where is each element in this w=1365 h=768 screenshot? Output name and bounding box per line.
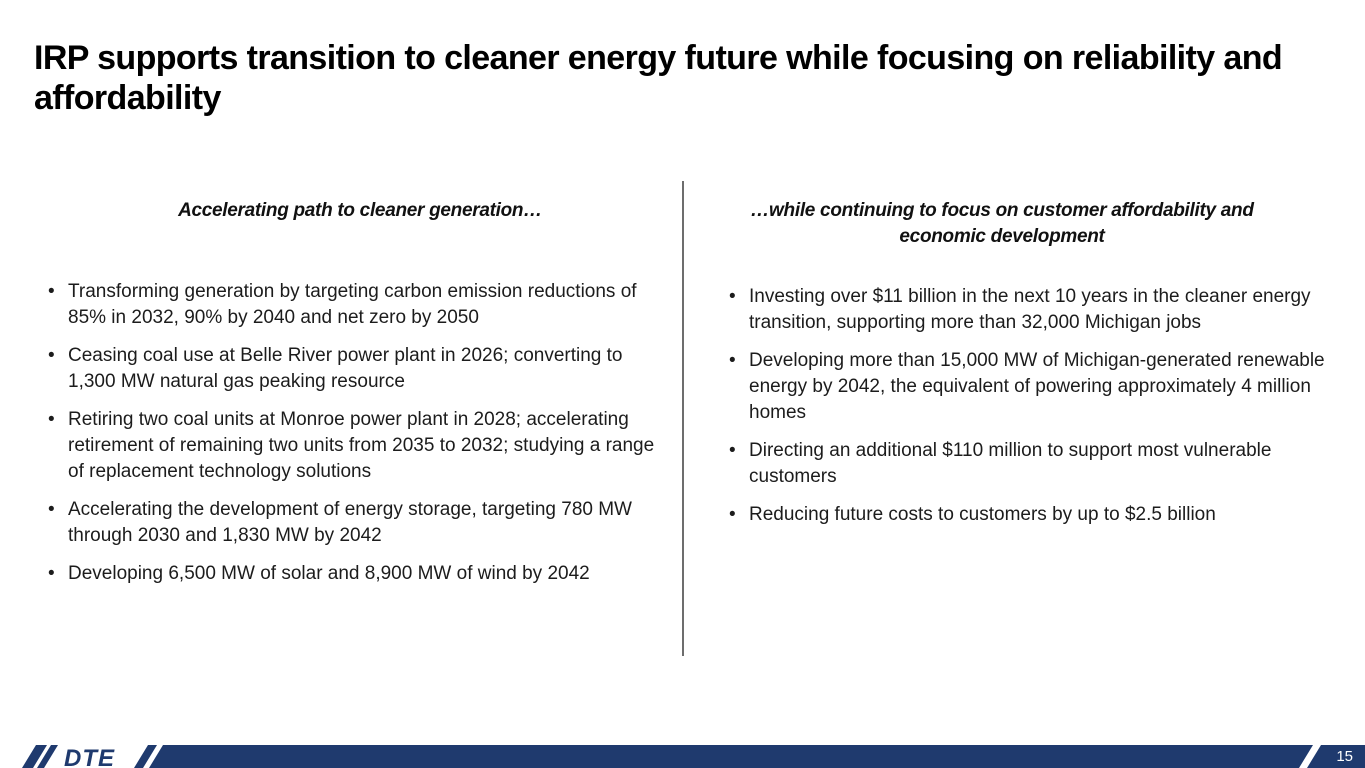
left-bullet-list [48,279,660,599]
bullet-dot: • [48,563,55,584]
right-bullet-item [729,502,1334,528]
left-bullet-item [48,561,660,587]
bullet-text: Developing more than 15,000 MW of Michigan-generated renewable energy by 2042, the equivalent of powering approximately 4 million homes [749,350,1325,423]
bullet-dot: • [729,440,736,461]
left-bullet-item [48,407,660,485]
left-bullet-item [48,343,660,395]
dte-logo-text: DTE [64,745,115,768]
right-bullet-item [729,438,1334,490]
bullet-dot: • [729,504,736,525]
bullet-text: Reducing future costs to customers by up to $2.5 billion [749,504,1216,525]
left-bullet-item [48,279,660,331]
bullet-text: Developing 6,500 MW of solar and 8,900 MW of wind by 2042 [68,563,590,584]
bullet-text: Retiring two coal units at Monroe power plant in 2028; accelerating retirement of remaining two units from 2035 to 2032; studying a range of replacement technology solutions [68,409,655,482]
left-bullet-item [48,497,660,549]
dte-logo [64,745,115,768]
bullet-text: Ceasing coal use at Belle River power plant in 2026; converting to 1,300 MW natural gas peaking resource [68,345,623,392]
bullet-text: Transforming generation by targeting carbon emission reductions of 85% in 2032, 90% by 2040 and net zero by 2050 [68,281,637,328]
right-bullet-item [729,284,1334,336]
footer-graphic [0,745,1365,768]
page-number: 15 [1336,748,1353,765]
bullet-dot: • [729,286,736,307]
slide-title: IRP supports transition to cleaner energy future while focusing on reliability and affordability [34,39,1283,117]
bullet-dot: • [48,345,55,366]
right-bullet-item [729,348,1334,426]
right-bullet-list [729,284,1334,540]
bullet-dot: • [729,350,736,371]
footer-bar [0,745,1365,768]
left-column-heading: Accelerating path to cleaner generation… [178,200,542,221]
bullet-text: Directing an additional $110 million to support most vulnerable customers [749,440,1272,487]
bullet-dot: • [48,499,55,520]
bullet-dot: • [48,281,55,302]
right-column-heading: …while continuing to focus on customer affordability and economic development [750,200,1254,247]
main-bar [149,745,1313,768]
bullet-text: Accelerating the development of energy storage, targeting 780 MW through 2030 and 1,830 MW by 2042 [68,499,632,546]
bullet-dot: • [48,409,55,430]
bullet-text: Investing over $11 billion in the next 10 years in the cleaner energy transition, supporting more than 32,000 Michigan jobs [749,286,1311,333]
column-divider [682,181,684,656]
